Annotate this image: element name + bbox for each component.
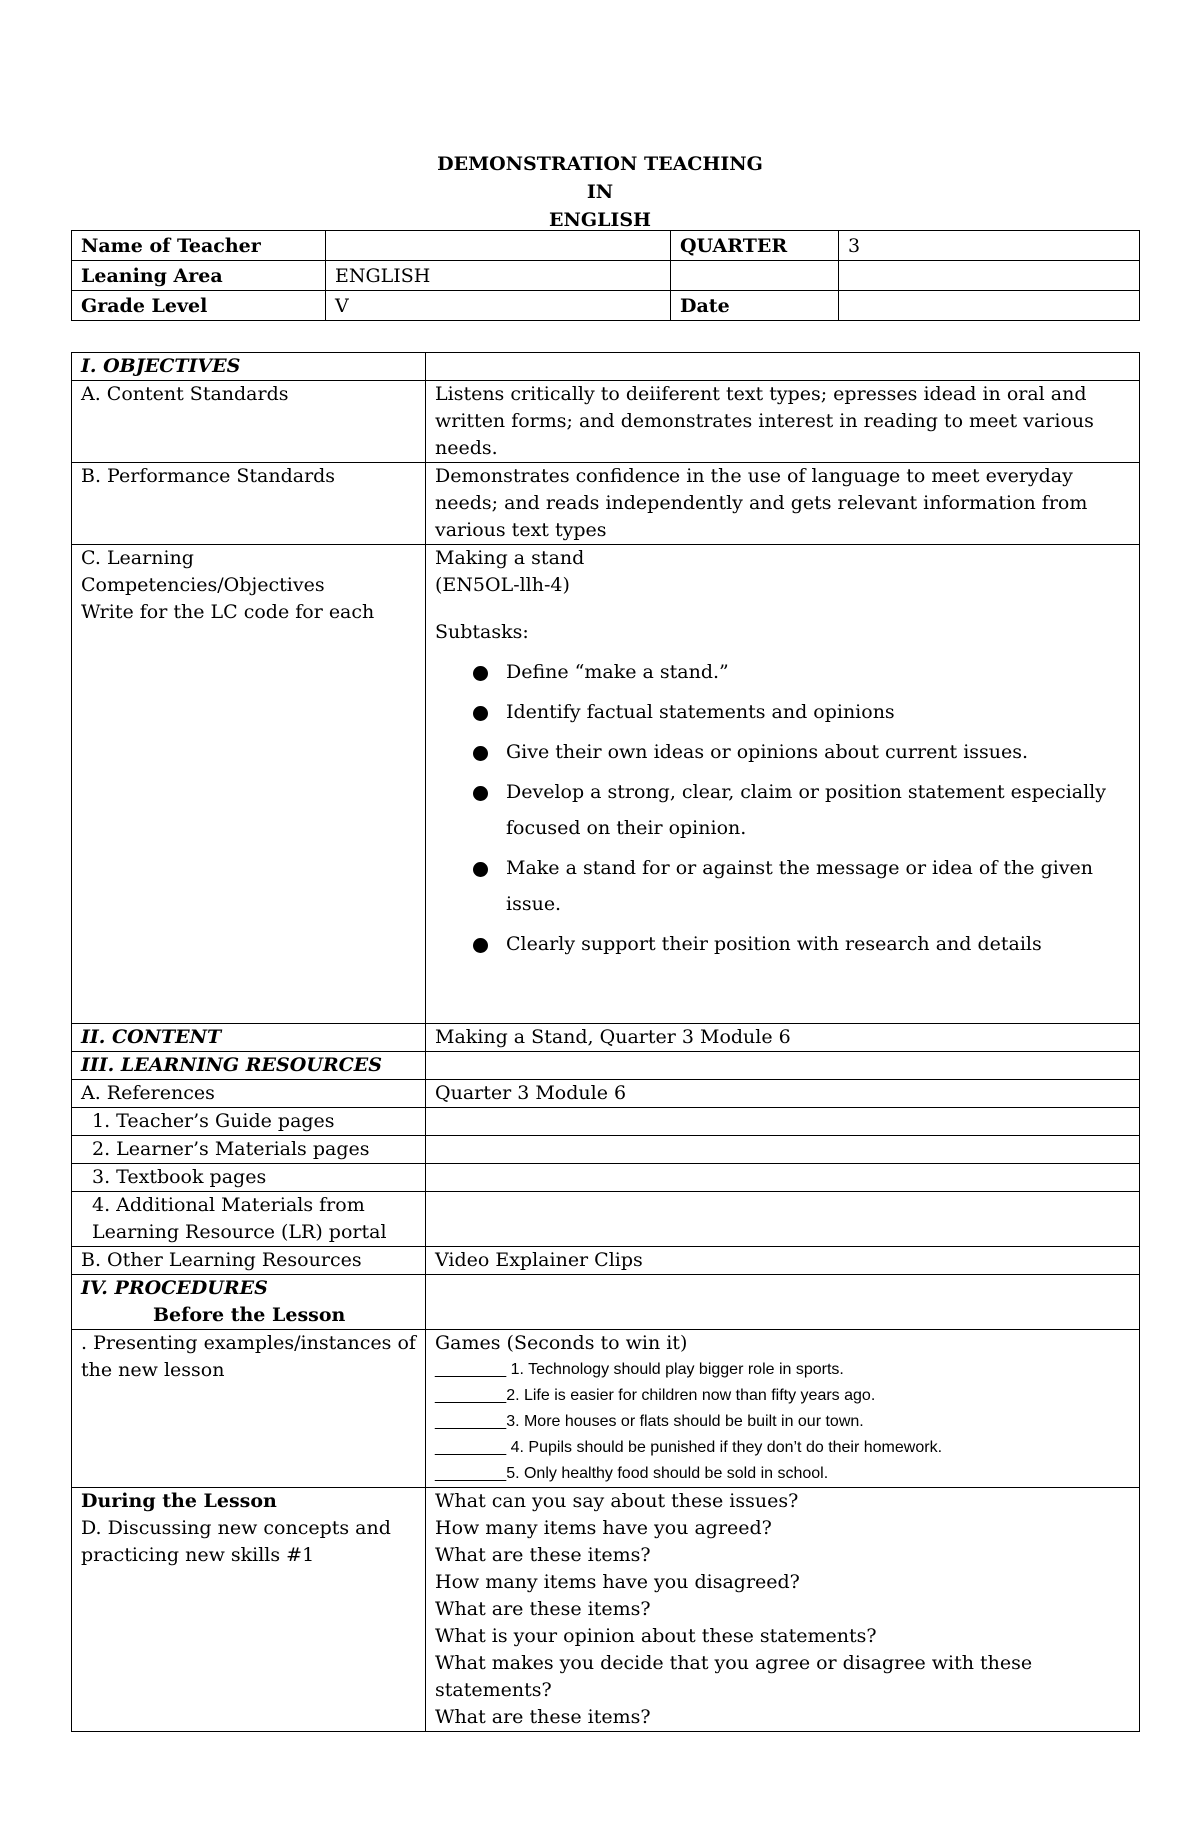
other-resources-label: B. Other Learning Resources [72, 1247, 426, 1275]
competency-title: Making a stand [435, 547, 585, 569]
competencies-label-line: Write for the LC code for each [81, 601, 375, 623]
question-item: What are these items? [435, 1706, 651, 1728]
empty-cell [426, 1136, 1140, 1164]
content-value: Making a Stand, Quarter 3 Module 6 [426, 1024, 1140, 1052]
resources-row [72, 1052, 1140, 1080]
teacher-label: Name of Teacher [72, 231, 326, 261]
subtask-item [435, 850, 1130, 922]
lesson-plan-table [71, 352, 1140, 1732]
info-row-grade [72, 291, 1140, 321]
subtask-text: Give their own ideas or opinions about current issues. [506, 741, 1029, 763]
content-standards-row [72, 381, 1140, 463]
competencies-label [72, 545, 426, 1024]
procedures-cell [72, 1275, 426, 1330]
textbook-row [72, 1164, 1140, 1192]
objectives-row [72, 353, 1140, 381]
competency-code: (EN5OL-llh-4) [435, 574, 570, 596]
content-row [72, 1024, 1140, 1052]
resources-heading: III. LEARNING RESOURCES [72, 1052, 426, 1080]
bullet-icon [473, 786, 488, 801]
teachers-guide-label: 1. Teacher’s Guide pages [72, 1108, 426, 1136]
competencies-label-line: C. Learning [81, 547, 194, 569]
bullet-icon [473, 666, 488, 681]
textbook-label: 3. Textbook pages [72, 1164, 426, 1192]
subtask-text: Clearly support their position with research and details [506, 933, 1042, 955]
bullet-icon [473, 862, 488, 877]
during-lesson-label: During the Lesson [81, 1490, 277, 1512]
subtask-text: Identify factual statements and opinions [506, 701, 895, 723]
quarter-label: QUARTER [671, 231, 839, 261]
question-item: How many items have you agreed? [435, 1517, 772, 1539]
content-heading: II. CONTENT [72, 1024, 426, 1052]
bullet-icon [473, 938, 488, 953]
area-value: ENGLISH [326, 261, 671, 291]
procedures-heading: IV. PROCEDURES [81, 1277, 268, 1299]
subtasks-label: Subtasks: [435, 621, 529, 643]
during-lesson-cell [72, 1488, 426, 1732]
subtask-item [435, 774, 1130, 846]
empty-cell [839, 261, 1140, 291]
question-item: What are these items? [435, 1544, 651, 1566]
performance-standards-value: Demonstrates confidence in the use of language to meet everyday needs; and reads independently and gets relevant information from various text types [426, 463, 1140, 545]
game-item: ________ 4. Pupils should be punished if they don’t do their homework. [435, 1439, 943, 1456]
content-standards-value: Listens critically to deiiferent text types; epresses idead in oral and written forms; and demonstrates interest in reading to meet various needs. [426, 381, 1140, 463]
question-item: What makes you decide that you agree or disagree with these statements? [435, 1652, 1033, 1701]
info-row-area [72, 261, 1140, 291]
title-line-2: IN [586, 181, 614, 203]
empty-cell [426, 1192, 1140, 1247]
competencies-label-line: Competencies/Objectives [81, 574, 325, 596]
empty-cell [426, 1108, 1140, 1136]
grade-label: Grade Level [72, 291, 326, 321]
games-cell [426, 1330, 1140, 1488]
title-line-3: ENGLISH [549, 209, 651, 231]
during-lesson-row [72, 1488, 1140, 1732]
grade-value: V [326, 291, 671, 321]
additional-materials-label: 4. Additional Materials from Learning Resource (LR) portal [72, 1192, 426, 1247]
area-label: Leaning Area [72, 261, 326, 291]
quarter-value: 3 [839, 231, 1140, 261]
date-label: Date [671, 291, 839, 321]
subtask-item [435, 734, 1130, 770]
competencies-row [72, 545, 1140, 1024]
objectives-heading: I. OBJECTIVES [72, 353, 426, 381]
references-label: A. References [72, 1080, 426, 1108]
empty-cell [426, 353, 1140, 381]
presenting-row [72, 1330, 1140, 1488]
teacher-value [326, 231, 671, 261]
additional-materials-row [72, 1192, 1140, 1247]
subtask-text: Define “make a stand.” [506, 661, 729, 683]
references-row [72, 1080, 1140, 1108]
games-title: Games (Seconds to win it) [435, 1332, 688, 1354]
subtask-text: Make a stand for or against the message or idea of the given issue. [506, 857, 1094, 915]
game-item: ________2. Life is easier for children now than fifty years ago. [435, 1387, 876, 1404]
competencies-value [426, 545, 1140, 1024]
references-value: Quarter 3 Module 6 [426, 1080, 1140, 1108]
presenting-label: . Presenting examples/instances of the new lesson [72, 1330, 426, 1488]
document-title [0, 150, 1200, 234]
before-lesson-label: Before the Lesson [153, 1304, 346, 1326]
content-standards-label: A. Content Standards [72, 381, 426, 463]
question-item: What is your opinion about these statements? [435, 1625, 877, 1647]
subtask-item [435, 654, 1130, 690]
game-item: ________3. More houses or flats should be built in our town. [435, 1413, 864, 1430]
game-item: ________ 1. Technology should play bigger role in sports. [435, 1361, 844, 1378]
question-item: What are these items? [435, 1598, 651, 1620]
game-item: ________5. Only healthy food should be sold in school. [435, 1465, 829, 1482]
info-table [71, 230, 1140, 321]
empty-cell [426, 1052, 1140, 1080]
subtasks-list [435, 654, 1130, 962]
subtask-item [435, 694, 1130, 730]
performance-standards-row [72, 463, 1140, 545]
learners-materials-label: 2. Learner’s Materials pages [72, 1136, 426, 1164]
date-value [839, 291, 1140, 321]
other-resources-value: Video Explainer Clips [426, 1247, 1140, 1275]
empty-cell [426, 1275, 1140, 1330]
subtask-text: Develop a strong, clear, claim or position statement especially focused on their opinion. [506, 781, 1106, 839]
bullet-icon [473, 746, 488, 761]
empty-cell [426, 1164, 1140, 1192]
empty-cell [671, 261, 839, 291]
teachers-guide-row [72, 1108, 1140, 1136]
learners-materials-row [72, 1136, 1140, 1164]
title-line-1: DEMONSTRATION TEACHING [437, 153, 763, 175]
info-row-teacher [72, 231, 1140, 261]
discussing-label: D. Discussing new concepts and practicing new skills #1 [81, 1517, 391, 1566]
bullet-icon [473, 706, 488, 721]
procedures-row [72, 1275, 1140, 1330]
performance-standards-label: B. Performance Standards [72, 463, 426, 545]
subtask-item [435, 926, 1130, 962]
other-resources-row [72, 1247, 1140, 1275]
question-item: How many items have you disagreed? [435, 1571, 800, 1593]
spacer [435, 599, 1130, 619]
question-item: What can you say about these issues? [435, 1490, 799, 1512]
questions-cell [426, 1488, 1140, 1732]
